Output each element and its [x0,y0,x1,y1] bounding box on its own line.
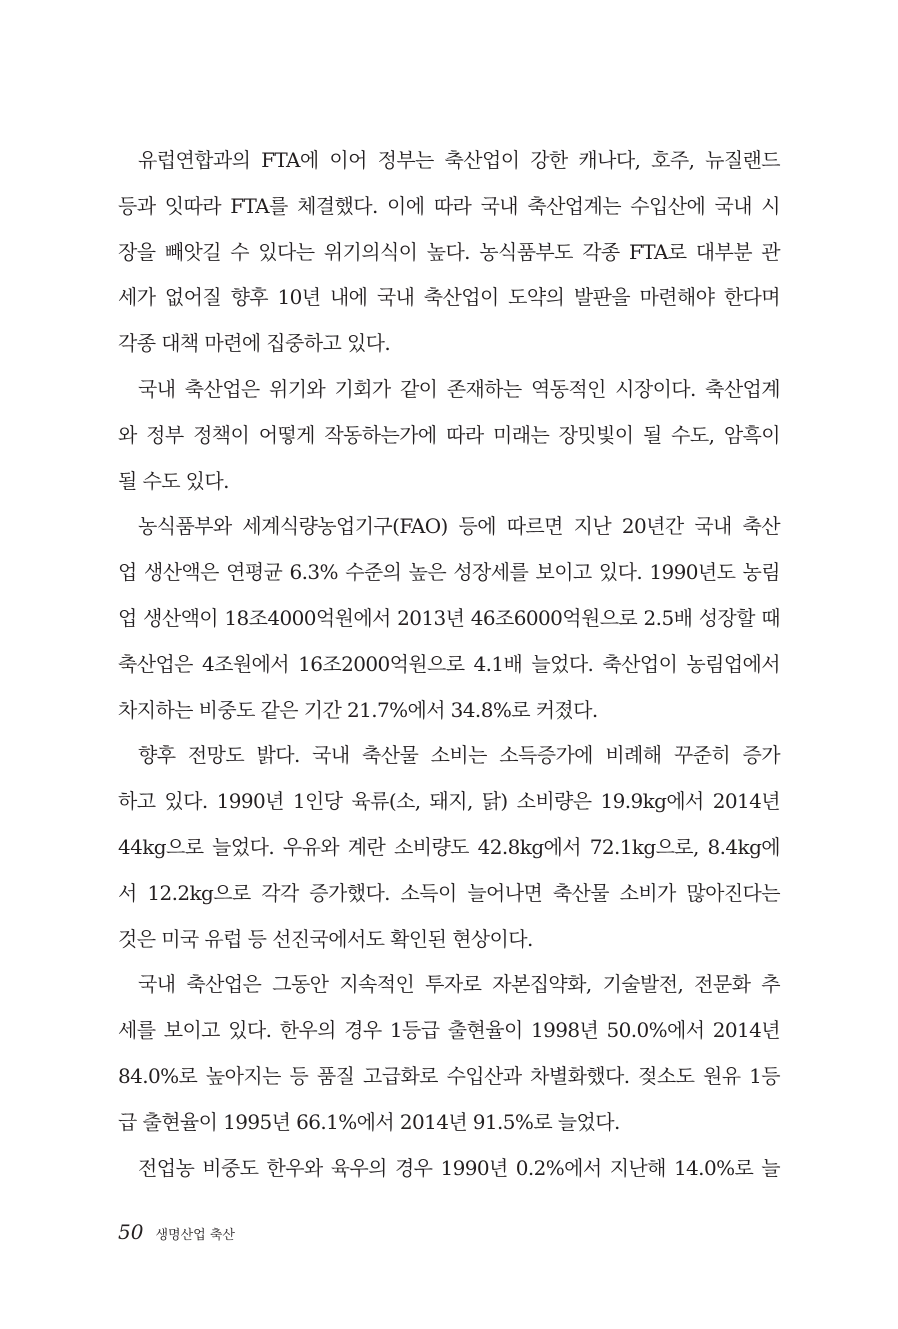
text-line: 차지하는 비중도 같은 기간 21.7%에서 34.8%로 커졌다. [118,697,598,722]
paragraph [118,962,780,1145]
page-footer [118,1220,235,1252]
text-line: 것은 미국 유럽 등 선진국에서도 확인된 현상이다. [118,926,533,951]
text-line: 전업농 비중도 한우와 육우의 경우 1990년 0.2%에서 지난해 14.0%로 늘 [138,1155,780,1180]
text-line: 될 수도 있다. [118,468,229,493]
text-line: 44kg으로 늘었다. 우유와 계란 소비량도 42.8kg에서 72.1kg으로, 8.4kg에 [118,834,780,859]
paragraph [118,367,780,504]
text-line: 장을 빼앗길 수 있다는 위기의식이 높다. 농식품부도 각종 FTA로 대부분 관 [118,239,780,264]
paragraph [118,733,780,962]
text-line: 84.0%로 높아지는 등 품질 고급화로 수입산과 차별화했다. 젖소도 원유 1등 [118,1063,780,1088]
text-line: 국내 축산업은 그동안 지속적인 투자로 자본집약화, 기술발전, 전문화 추 [138,972,780,997]
paragraph [118,504,780,733]
text-line: 국내 축산업은 위기와 기회가 같이 존재하는 역동적인 시장이다. 축산업계 [138,376,780,401]
text-line: 농식품부와 세계식량농업기구(FAO) 등에 따르면 지난 20년간 국내 축산 [138,514,780,539]
body-text [118,138,780,1191]
text-line: 급 출현율이 1995년 66.1%에서 2014년 91.5%로 늘었다. [118,1109,620,1134]
paragraph [118,1146,780,1192]
text-line: 하고 있다. 1990년 1인당 육류(소, 돼지, 닭) 소비량은 19.9kg에서 2014년 [118,789,780,814]
text-line: 세를 보이고 있다. 한우의 경우 1등급 출현율이 1998년 50.0%에서 2014년 [118,1018,780,1043]
running-title: 생명산업 축산 [155,1228,235,1243]
text-line: 향후 전망도 밝다. 국내 축산물 소비는 소득증가에 비례해 꾸준히 증가 [138,743,780,768]
paragraph [118,138,780,367]
text-line: 등과 잇따라 FTA를 체결했다. 이에 따라 국내 축산업계는 수입산에 국내 시 [118,193,780,218]
text-line: 업 생산액이 18조4000억원에서 2013년 46조6000억원으로 2.5배 성장할 때 [118,605,780,630]
text-line: 와 정부 정책이 어떻게 작동하는가에 따라 미래는 장밋빛이 될 수도, 암흑이 [118,422,780,447]
text-line: 유럽연합과의 FTA에 이어 정부는 축산업이 강한 캐나다, 호주, 뉴질랜드 [138,148,780,172]
text-line: 서 12.2kg으로 각각 증가했다. 소득이 늘어나면 축산물 소비가 많아진다는 [118,880,780,905]
text-line: 축산업은 4조원에서 16조2000억원으로 4.1배 늘었다. 축산업이 농림업에서 [118,651,780,676]
page-number: 50 [118,1220,144,1244]
text-line: 업 생산액은 연평균 6.3% 수준의 높은 성장세를 보이고 있다. 1990년도 농림 [118,560,780,585]
text-line: 세가 없어질 향후 10년 내에 국내 축산업이 도약의 발판을 마련해야 한다며 [118,285,780,310]
text-line: 각종 대책 마련에 집중하고 있다. [118,331,391,356]
